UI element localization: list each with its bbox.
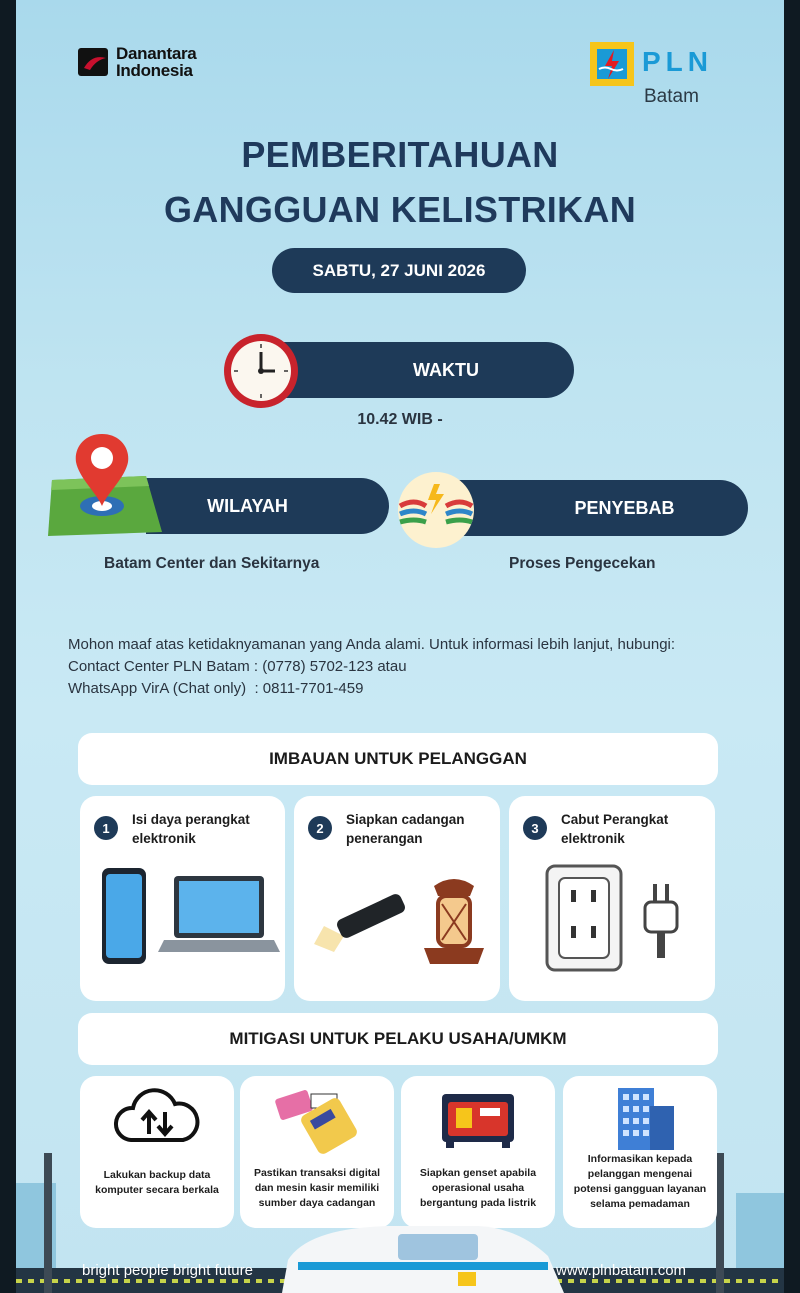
mitigasi-card-1	[80, 1076, 234, 1228]
poster	[16, 0, 784, 1293]
step-number: 1	[94, 816, 118, 840]
contact-info	[68, 634, 675, 700]
step-number: 2	[308, 816, 332, 840]
step-number: 3	[523, 816, 547, 840]
penyebab-value: Proses Pengecekan	[509, 555, 656, 572]
imbauan-text-3: Cabut Perangkat elektronik	[561, 812, 669, 846]
footer-tagline: bright people bright future	[82, 1262, 253, 1279]
flashlight-lantern-icon	[294, 856, 499, 996]
wilayah-value: Batam Center dan Sekitarnya	[104, 555, 320, 572]
card-terminal-icon	[267, 1084, 367, 1154]
info-line2: Contact Center PLN Batam : (0778) 5702-123 atau	[68, 658, 407, 675]
date-badge: SABTU, 27 JUNI 2026	[272, 248, 526, 293]
imbauan-card-2	[294, 796, 500, 1001]
penyebab-label: PENYEBAB	[456, 480, 748, 536]
footer-website[interactable]: www.plnbatam.com	[556, 1262, 687, 1279]
office-building-icon	[590, 1084, 690, 1154]
info-line3: WhatsApp VirA (Chat only) : 0811-7701-459	[68, 680, 364, 697]
pln-lightning-icon	[590, 42, 634, 86]
info-line1: Mohon maaf atas ketidaknyamanan yang Anda alami. Untuk informasi lebih lanjut, hubungi:	[68, 636, 676, 653]
broken-wire-icon	[396, 470, 476, 550]
mitigasi-text-4: Informasikan kepada pelanggan mengenai potensi gangguan layanan selama pemadaman	[573, 1153, 707, 1210]
imbauan-text-2: Siapkan cadangan penerangan	[346, 812, 465, 846]
map-pin-icon	[46, 428, 166, 540]
danantara-line2: Indonesia	[116, 61, 193, 80]
waktu-label: WAKTU	[278, 342, 574, 398]
mitigasi-text-3: Siapkan genset apabila operasional usaha bergantung pada listrik	[419, 1167, 537, 1209]
title-line2: GANGGUAN KELISTRIKAN	[164, 189, 636, 230]
title-line1: PEMBERITAHUAN	[241, 134, 559, 175]
generator-icon	[428, 1084, 528, 1154]
mitigasi-text-1: Lakukan backup data komputer secara berkala	[95, 1169, 219, 1196]
pln-car-illustration	[278, 1220, 568, 1293]
mitigasi-card-3	[401, 1076, 555, 1228]
danantara-line1: Danantara	[116, 44, 197, 63]
danantara-logo	[78, 45, 196, 79]
mitigasi-card-4	[563, 1076, 717, 1228]
phone-laptop-icon	[80, 856, 285, 996]
clock-icon	[222, 332, 300, 410]
pln-subtitle: Batam	[644, 86, 699, 107]
wilayah-label: WILAYAH	[146, 478, 389, 534]
imbauan-text-1: Isi daya perangkat elektronik	[132, 812, 250, 846]
mitigasi-text-2: Pastikan transaksi digital dan mesin kasir memiliki sumber daya cadangan	[253, 1167, 381, 1209]
cloud-sync-icon	[107, 1084, 207, 1154]
mitigasi-heading: MITIGASI UNTUK PELAKU USAHA/UMKM	[78, 1013, 718, 1065]
pln-wordmark: PLN	[642, 46, 713, 77]
imbauan-card-1	[80, 796, 285, 1001]
socket-plug-icon	[509, 856, 714, 996]
pln-logo	[590, 40, 750, 110]
mitigasi-card-2	[240, 1076, 394, 1228]
imbauan-heading: IMBAUAN UNTUK PELANGGAN	[78, 733, 718, 785]
imbauan-card-3	[509, 796, 715, 1001]
waktu-value: 10.42 WIB -	[357, 411, 443, 428]
danantara-mark-icon	[78, 46, 110, 78]
